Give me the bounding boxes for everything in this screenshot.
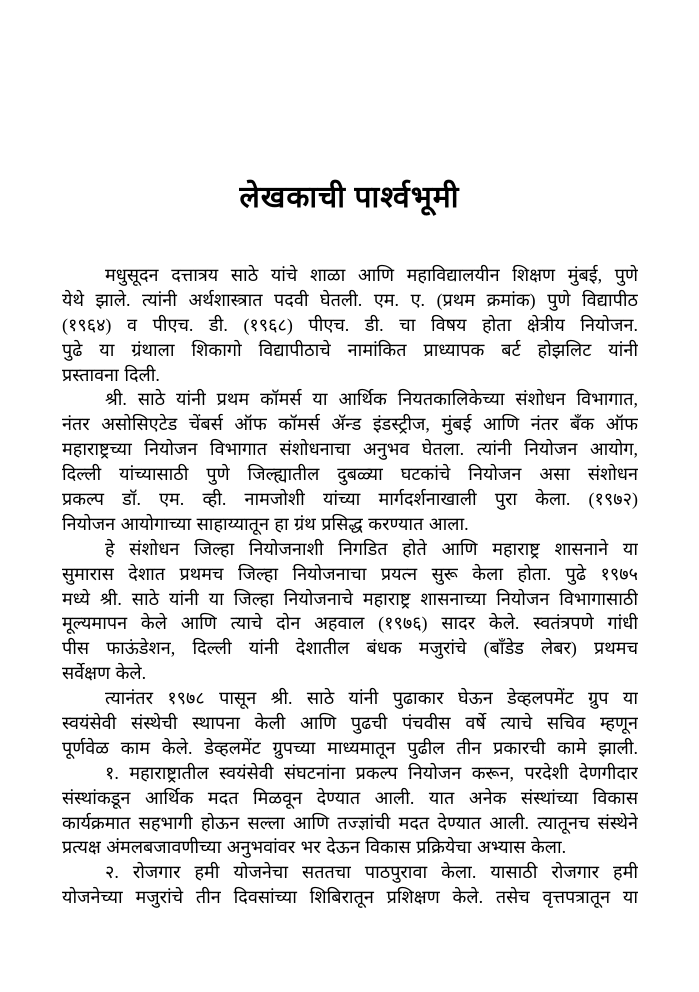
- text-line: हे संशोधन जिल्हा नियोजनाशी निगडित होते आणि महाराष्ट्र शासनाने या: [105, 538, 638, 559]
- text-line: दिल्ली यांच्यासाठी पुणे जिल्ह्यातील दुबळ्या घटकांचे नियोजन असा संशोधन: [62, 464, 638, 485]
- text-line: १. महाराष्ट्रातील स्वयंसेवी संघटनांना प्रकल्प नियोजन करून, परदेशी देणगीदार: [105, 762, 638, 783]
- text-line: नियोजन आयोगाच्या साहाय्यातून हा ग्रंथ प्रसिद्ध करण्यात आला.: [62, 513, 469, 534]
- text-line: श्री. साठे यांनी प्रथम कॉमर्स या आर्थिक नियतकालिकेच्या संशोधन विभागात,: [105, 389, 638, 410]
- text-line: मधुसूदन दत्तात्रय साठे यांचे शाळा आणि महाविद्यालयीन शिक्षण मुंबई, पुणे: [105, 265, 638, 285]
- text-line: महाराष्ट्रच्या नियोजन विभागात संशोधनाचा अनुभव घेतला. त्यांनी नियोजन आयोग,: [62, 439, 638, 460]
- text-line: येथे झाले. त्यांनी अर्थशास्त्रात पदवी घेतली. एम. ए. (प्रथम क्रमांक) पुणे विद्यापीठ: [62, 289, 638, 310]
- text-line: स्वयंसेवी संस्थेची स्थापना केली आणि पुढची पंचवीस वर्षे त्याचे सचिव म्हणून: [62, 713, 638, 734]
- text-line: नंतर असोसिएटेड चेंबर्स ऑफ कॉमर्स ॲन्ड इंडस्ट्रीज, मुंबई आणि नंतर बँक ऑफ: [62, 414, 638, 435]
- text-line: योजनेच्या मजुरांचे तीन दिवसांच्या शिबिरातून प्रशिक्षण केले. तसेच वृत्तपत्रातून या: [62, 887, 638, 908]
- text-line: मूल्यमापन केले आणि त्याचे दोन अहवाल (१९७६) सादर केले. स्वतंत्रपणे गांधी: [62, 613, 638, 634]
- document-body: [62, 263, 638, 910]
- text-line: प्रत्यक्ष अंमलबजावणीच्या अनुभवांवर भर देऊन विकास प्रक्रियेचा अभ्यास केला.: [62, 837, 567, 858]
- text-line: त्यानंतर १९७८ पासून श्री. साठे यांनी पुढाकार घेऊन डेव्हलपमेंट ग्रुप या: [105, 688, 638, 709]
- paragraph-4: [62, 686, 638, 761]
- text-line: सर्वेक्षण केले.: [62, 663, 147, 684]
- text-line: पूर्णवेळ काम केले. डेव्हलमेंट ग्रुपच्या माध्यमातून पुढील तीन प्रकारची कामे झाली.: [62, 737, 638, 758]
- paragraph-1: [62, 263, 638, 387]
- text-line: पीस फाऊंडेशन, दिल्ली यांनी देशातील बंधक मजुरांचे (बाँडेड लेबर) प्रथमच: [62, 638, 638, 659]
- paragraph-3: [62, 537, 638, 686]
- text-line: (१९६४) व पीएच. डी. (१९६८) पीएच. डी. चा विषय होता क्षेत्रीय नियोजन.: [62, 314, 638, 335]
- paragraph-6-numbered-item-2: [62, 860, 638, 910]
- paragraph-5-numbered-item-1: [62, 761, 638, 861]
- page-title: लेखकाची पार्श्वभूमी: [239, 181, 460, 214]
- text-line: प्रस्तावना दिली.: [62, 364, 160, 385]
- paragraph-2: [62, 387, 638, 536]
- text-line: संस्थांकडून आर्थिक मदत मिळवून देण्यात आली. यात अनेक संस्थांच्या विकास: [62, 787, 638, 808]
- text-line: कार्यक्रमात सहभागी होऊन सल्ला आणि तज्ज्ञांची मदत देण्यात आली. त्यातूनच संस्थेने: [62, 812, 638, 833]
- text-line: मध्ये श्री. साठे यांनी या जिल्हा नियोजनाचे महाराष्ट्र शासनाच्या नियोजन विभागासाठी: [62, 588, 638, 609]
- text-line: पुढे या ग्रंथाला शिकागो विद्यापीठाचे नामांकित प्राध्यापक बर्ट होझलिट यांनी: [62, 339, 638, 360]
- text-line: सुमारास देशात प्रथमच जिल्हा नियोजनाचा प्रयत्न सुरू केला होता. पुढे १९७५: [62, 563, 638, 584]
- text-line: प्रकल्प डॉ. एम. व्ही. नामजोशी यांच्या मार्गदर्शनाखाली पुरा केला. (१९७२): [62, 489, 638, 510]
- text-line: २. रोजगार हमी योजनेचा सततचा पाठपुरावा केला. यासाठी रोजगार हमी: [105, 862, 638, 883]
